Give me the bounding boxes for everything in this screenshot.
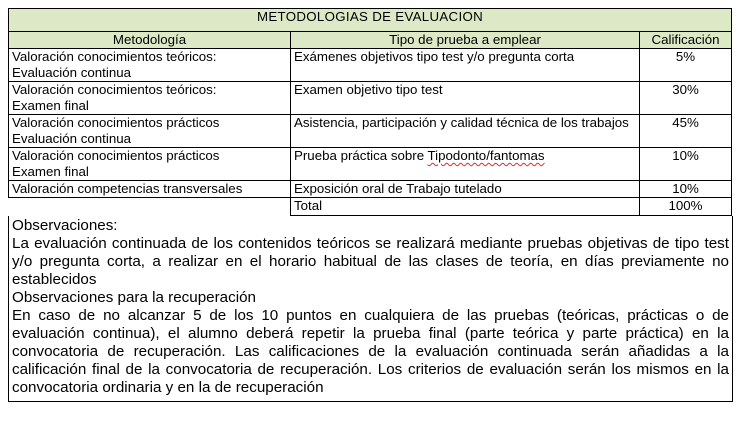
methodology-line: Valoración conocimientos teóricos:	[12, 49, 217, 64]
methodology-line: Examen final	[12, 164, 89, 179]
methodology-line: Evaluación continua	[12, 65, 132, 80]
evaluation-sheet	[8, 8, 731, 402]
test-type-cell: Asistencia, participación y calidad técnica de los trabajos	[291, 115, 640, 148]
test-type-cell: Exámenes objetivos tipo test y/o pregunta corta	[291, 49, 640, 82]
methodology-line: Valoración conocimientos teóricos:	[12, 82, 217, 97]
recovery-paragraph: En caso de no alcanzar 5 de los 10 puntos en cualquiera de las pruebas (teóricas, prácticas o de evaluación continua), el alumno deberá repetir la prueba final (parte teórica y parte práctica) en la convocatoria de recuperación. Las calificaciones de la evaluación continuada serán añadidas a la calificación final de la convocatoria de recuperación. Los criterios de evaluación serán los mismos en la convocatoria ordinaria y en la de recuperación	[12, 307, 729, 396]
test-type-cell	[291, 148, 640, 181]
recovery-heading: Observaciones para la recuperación	[12, 289, 256, 306]
test-type-text: Prueba práctica sobre	[294, 148, 428, 163]
table-row	[9, 181, 732, 198]
observations-box	[8, 216, 733, 402]
methodology-line: Evaluación continua	[12, 131, 132, 146]
methodology-cell	[9, 115, 291, 148]
methodology-cell	[9, 82, 291, 115]
table-row	[9, 49, 732, 82]
methodology-cell	[9, 148, 291, 181]
header-row	[9, 32, 732, 49]
grade-cell: 5%	[640, 49, 732, 82]
evaluation-table	[8, 8, 732, 216]
total-label: Total	[291, 198, 640, 216]
table-row	[9, 115, 732, 148]
spellcheck-flagged-word: Tipodonto/fantomas	[427, 148, 545, 163]
total-spacer	[9, 198, 291, 216]
title-row	[9, 9, 732, 32]
methodology-cell	[9, 49, 291, 82]
total-value: 100%	[640, 198, 732, 216]
methodology-line: Valoración conocimientos prácticos	[12, 148, 220, 163]
grade-cell: 45%	[640, 115, 732, 148]
grade-cell: 30%	[640, 82, 732, 115]
methodology-line: Examen final	[12, 98, 89, 113]
grade-cell: 10%	[640, 181, 732, 198]
test-type-cell: Exposición oral de Trabajo tutelado	[291, 181, 640, 198]
test-type-cell: Examen objetivo tipo test	[291, 82, 640, 115]
header-methodology: Metodología	[9, 32, 291, 49]
grade-cell: 10%	[640, 148, 732, 181]
observations-heading: Observaciones:	[12, 217, 118, 234]
methodology-line: Valoración competencias transversales	[12, 181, 243, 196]
observations-paragraph: La evaluación continuada de los contenidos teóricos se realizará mediante pruebas objetivas de tipo test y/o pregunta corta, a realizar en el horario habitual de las clases de teoría, en días previamente no establecidos	[12, 235, 729, 288]
header-test-type: Tipo de prueba a emplear	[291, 32, 640, 49]
methodology-cell	[9, 181, 291, 198]
header-grade: Calificación	[640, 32, 732, 49]
table-row	[9, 148, 732, 181]
methodology-line: Valoración conocimientos prácticos	[12, 115, 220, 130]
total-row	[9, 198, 732, 216]
table-title: METODOLOGIAS DE EVALUACION	[9, 9, 732, 32]
table-row	[9, 82, 732, 115]
